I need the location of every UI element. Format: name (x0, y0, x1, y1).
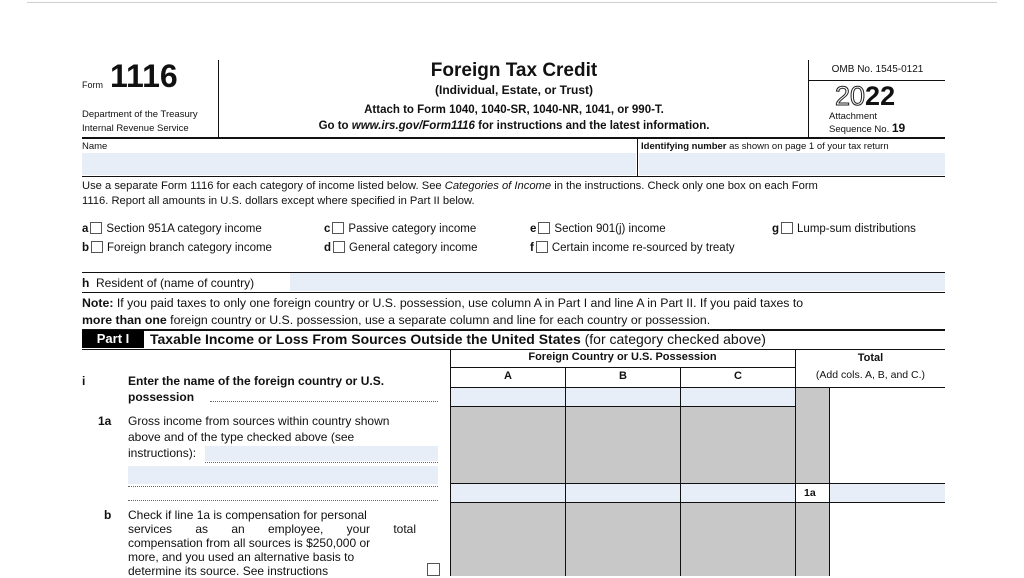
instructions-line1-a: Use a separate Form 1116 for each category of income listed below. See (82, 180, 445, 192)
grid-line (450, 483, 945, 484)
note-bold: Note: (82, 296, 114, 310)
line-i-text1: Enter the name of the foreign country or U.S. (128, 374, 385, 388)
grid-line (829, 388, 830, 576)
id-label-rest: as shown on page 1 of your tax return (726, 141, 889, 152)
header-bottom-rule (82, 137, 945, 139)
line-i-text2: possession (128, 390, 195, 404)
category-label: General category income (349, 242, 478, 254)
grid-line (450, 406, 795, 407)
header-left-divider (218, 60, 219, 137)
category-label: Section 901(j) income (554, 223, 666, 235)
id-number-field[interactable] (639, 153, 945, 175)
total-header: Total (857, 352, 884, 364)
dotted-entry-line (128, 500, 438, 501)
part1-title-bold: Taxable Income or Loss From Sources Outside the United States (150, 331, 581, 347)
attach-instruction: Attach to Form 1040, 1040-SR, 1040-NR, 1041, or 990-T. (364, 104, 664, 116)
category-label: Section 951A category income (106, 223, 262, 235)
name-label: Name (82, 141, 108, 152)
part1-title-suffix: (for category checked above) (580, 331, 766, 347)
note-line1 (82, 296, 803, 310)
country-name-field-c[interactable] (681, 388, 795, 406)
total-shaded-lower (796, 503, 829, 576)
category-a[interactable] (82, 222, 262, 235)
tax-year (835, 81, 895, 112)
total-shaded-upper (796, 388, 829, 483)
category-label: Foreign branch category income (107, 242, 272, 254)
sequence-number: 19 (891, 121, 906, 135)
leader-dots (210, 401, 438, 402)
line-b-text3: compensation from all sources is $250,000 or (128, 536, 371, 550)
form-prefix: Form (82, 80, 103, 90)
line-i-letter: i (82, 374, 86, 388)
line-b-text1: Check if line 1a is compensation for personal (128, 508, 367, 522)
lineb-shaded-a (451, 503, 565, 576)
header-right-divider (808, 60, 809, 137)
instructions-line2: 1116. Report all amounts in U.S. dollars except where specified in Part II below. (82, 195, 475, 207)
instructions-italic: Categories of Income (444, 180, 552, 192)
resident-bottom-rule (82, 292, 945, 293)
year-outline: 20 (835, 81, 866, 111)
category-letter: a (82, 223, 89, 235)
category-label: Certain income re-sourced by treaty (551, 242, 735, 254)
category-e[interactable] (530, 222, 666, 235)
category-label: Lump-sum distributions (797, 223, 916, 235)
goto-line (220, 120, 808, 132)
goto-suffix: for instructions and the latest information. (474, 120, 710, 132)
category-letter: c (324, 223, 331, 235)
checkbox[interactable] (333, 241, 345, 253)
dept-line1: Department of the Treasury (82, 109, 198, 120)
line1a-field-b[interactable] (566, 484, 680, 502)
form-number: 1116 (110, 58, 178, 94)
instructions-line1-b: in the instructions. Check only one box on each Form (551, 180, 818, 192)
checkbox[interactable] (536, 241, 548, 253)
note-text1: If you paid taxes to only one foreign country or U.S. possession, use column A in Part I and line A in Part II. If you paid taxes to (113, 296, 804, 310)
line-1a-text2: above and of the type checked above (see (128, 430, 355, 444)
line1a-shaded-c (681, 407, 795, 483)
grid-line (450, 502, 945, 503)
sequence-label: Sequence No. (829, 124, 890, 135)
dotted-entry-line (128, 486, 438, 487)
line-b-text2: services as an employee, your total (128, 522, 416, 536)
grid-line (565, 367, 566, 576)
line-b-text4: more, and you used an alternative basis to (128, 550, 355, 564)
omb-number: OMB No. 1545-0121 (831, 64, 924, 75)
checkbox[interactable] (538, 222, 550, 234)
col-a-header: A (504, 370, 512, 382)
col-b-header: B (619, 370, 627, 382)
resident-label (82, 276, 254, 290)
line-1a-description-field[interactable] (205, 446, 438, 461)
form-subtitle: (Individual, Estate, or Trust) (434, 83, 594, 97)
resident-letter: h (82, 276, 90, 290)
category-letter: b (82, 242, 90, 254)
name-row-divider (637, 139, 638, 176)
category-letter: e (530, 223, 537, 235)
grid-line (450, 387, 945, 388)
grid-line (450, 349, 451, 576)
grid-line (680, 367, 681, 576)
id-number-label (641, 141, 889, 152)
line1a-field-c[interactable] (681, 484, 795, 502)
category-label: Passive category income (348, 223, 477, 235)
line1a-total-field[interactable] (830, 484, 945, 502)
line-1a-text1: Gross income from sources within country shown (128, 414, 390, 428)
note-text2: foreign country or U.S. possession, use a separate column and line for each country or possession. (166, 313, 711, 327)
dotted-entry-line (205, 462, 438, 463)
country-name-field-b[interactable] (566, 388, 680, 406)
goto-url[interactable]: www.irs.gov/Form1116 (351, 120, 475, 132)
lineb-shaded-b (566, 503, 680, 576)
lineb-shaded-c (681, 503, 795, 576)
line-1a-description-field-2[interactable] (128, 466, 438, 484)
line1a-shaded-b (566, 407, 680, 483)
category-g[interactable] (772, 222, 916, 235)
line1a-box-label: 1a (804, 487, 816, 499)
part1-title (150, 331, 766, 347)
form-title: Foreign Tax Credit (430, 60, 598, 81)
line-b-text5: determine its source. See instructions (128, 564, 329, 578)
category-b[interactable] (82, 241, 272, 254)
country-group-header: Foreign Country or U.S. Possession (528, 351, 717, 363)
col-c-header: C (734, 370, 742, 382)
group-header-rule (450, 367, 795, 368)
resident-text: Resident of (name of country) (96, 276, 255, 290)
total-subheader: (Add cols. A, B, and C.) (815, 369, 926, 381)
checkbox[interactable] (90, 222, 102, 234)
checkbox[interactable] (91, 241, 103, 253)
country-name-field-a[interactable] (451, 388, 565, 406)
note-bold2: more than one (82, 313, 167, 327)
attachment-label: Attachment (829, 111, 878, 122)
category-letter: g (772, 223, 780, 235)
instructions-line1 (82, 180, 818, 192)
line1a-field-a[interactable] (451, 484, 565, 502)
dept-line2: Internal Revenue Service (82, 123, 189, 134)
line1a-shaded-a (451, 407, 565, 483)
resident-country-field[interactable] (290, 273, 945, 291)
line-1a-number: 1a (98, 414, 112, 428)
checkbox[interactable] (332, 222, 344, 234)
line-b-checkbox[interactable] (427, 563, 440, 576)
part1-label: Part I (82, 330, 144, 348)
category-c[interactable] (324, 222, 476, 235)
id-label-bold: Identifying number (641, 141, 727, 152)
line-1a-text3: instructions): (128, 446, 197, 460)
name-row-rule (82, 176, 945, 177)
year-bold: 22 (865, 81, 896, 111)
note-line2 (82, 313, 710, 327)
category-d[interactable] (324, 241, 478, 254)
category-f[interactable] (530, 241, 735, 254)
category-letter: d (324, 242, 332, 254)
goto-prefix: Go to (318, 120, 352, 132)
part1-header-rule (82, 349, 945, 350)
line-b-letter: b (104, 508, 112, 522)
checkbox[interactable] (781, 222, 793, 234)
page-top-rule (27, 2, 997, 3)
sequence-line (829, 121, 905, 135)
grid-line (795, 349, 796, 576)
category-letter: f (530, 242, 534, 254)
name-field[interactable] (82, 153, 636, 175)
